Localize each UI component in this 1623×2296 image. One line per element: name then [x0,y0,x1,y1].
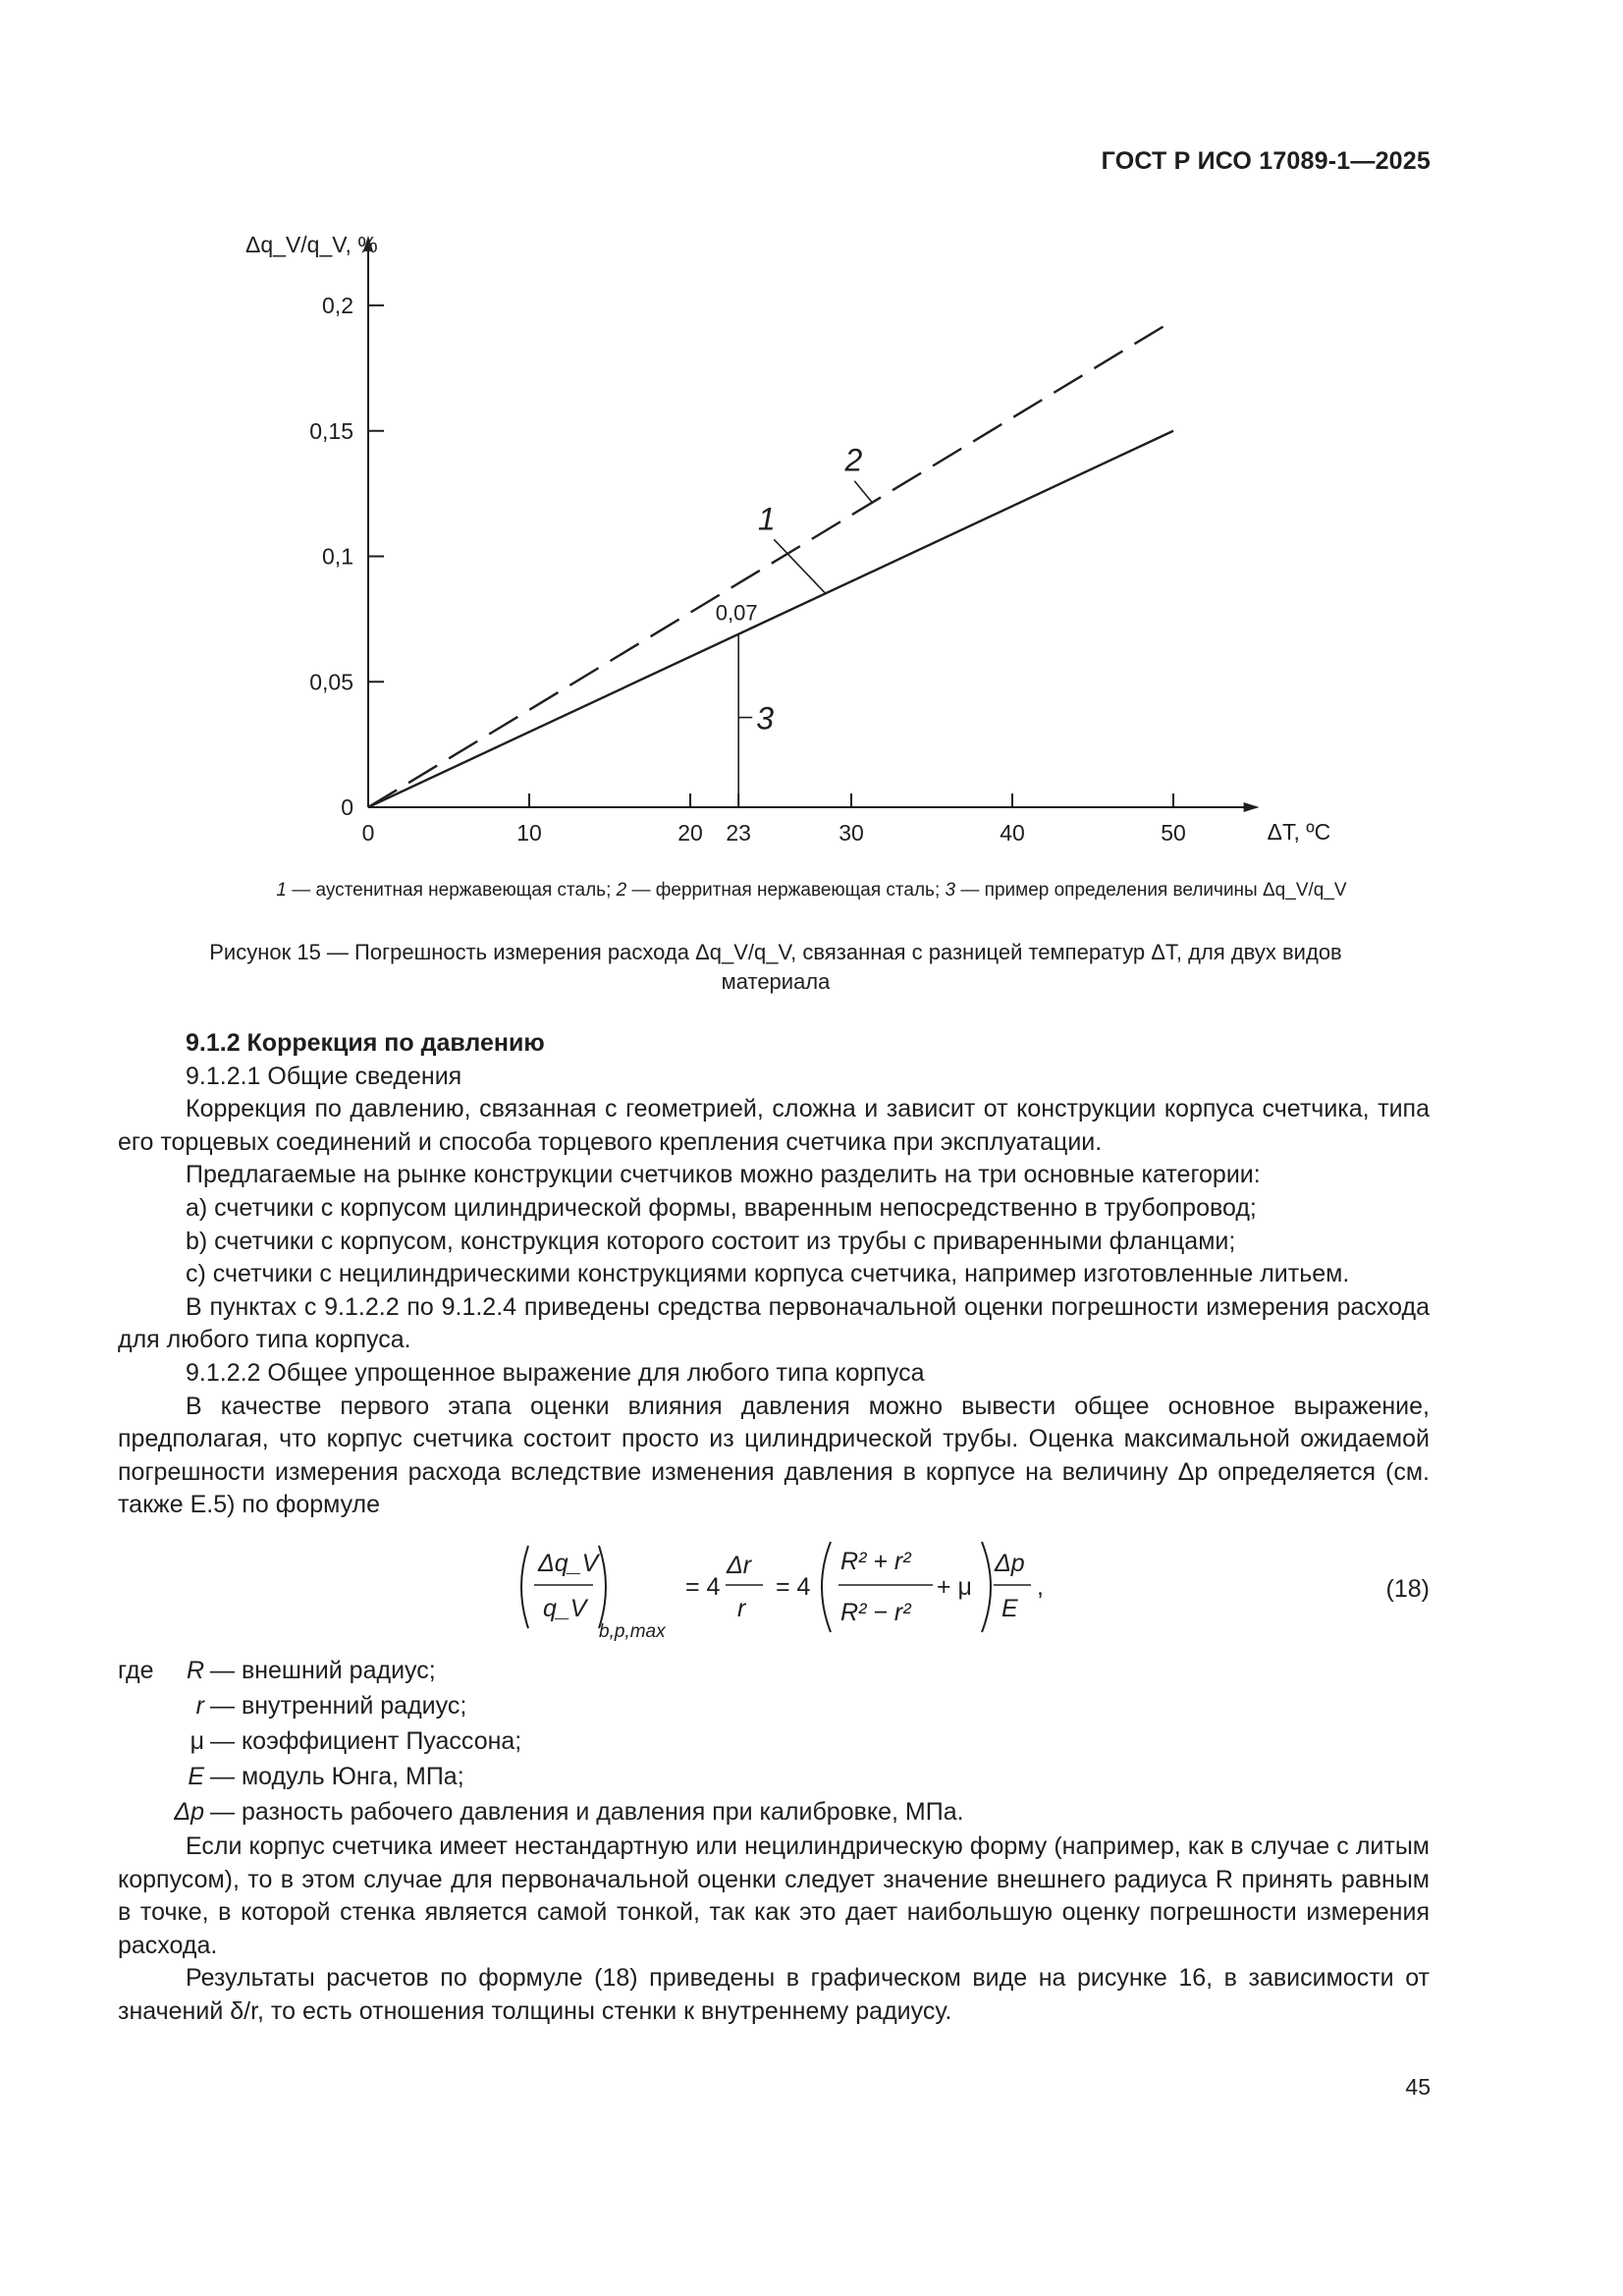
y-tick-label: 0,2 [322,293,353,318]
definition-text: — коэффициент Пуассона; [210,1727,522,1756]
formula-lhs-sub: b,p,max [599,1620,666,1642]
x-tick-label: 50 [1161,820,1186,846]
page-number: 45 [1405,2074,1431,2100]
y-axis-label: Δq_V/q_V, % [245,232,378,257]
subsection-1-title: 9.1.2.1 Общие сведения [186,1062,462,1090]
series-2-leader [854,481,872,503]
paragraph-4: В качестве первого этапа оценки влияния давления можно вывести общее основное выражение, предполагая, что корпус счетчика состоит просто из цилиндрической трубы. Оценка максимальной ожидаемой погрешности измерения расхода вследствие изменения давления в корпусе на величину Δp определяется (см. также Е.5) по формуле [118,1392,1430,1519]
caption-line-1: Рисунок 15 — Погрешность измерения расхода Δq_V/q_V, связанная с разницей температур ΔT, для двух видов [209,940,1342,964]
definition-symbol: μ [189,1727,204,1756]
example-value-label: 0,07 [715,600,758,626]
formula-num-2: R² + r² [840,1547,911,1575]
caption-line-2: материала [721,969,831,994]
x-axis-label: ΔT, ºC [1267,819,1331,845]
legend-num-3: 3 [945,880,956,901]
x-tick-label: 23 [726,820,751,846]
definition-text: — разность рабочего давления и давления при калибровке, МПа. [210,1798,964,1827]
formula-lhs-den: q_V [543,1594,587,1622]
formula-r: r [737,1594,746,1622]
formula-dp: Δp [995,1549,1025,1577]
legend-text-1: — аустенитная нержавеющая сталь; [286,880,617,901]
formula-lhs-num: Δq_V [538,1549,599,1577]
legend-num-1: 1 [276,880,287,901]
formula-number: (18) [1385,1574,1430,1603]
y-tick-label: 0,15 [309,417,353,444]
x-tick-label: 20 [677,820,703,846]
legend-num-2: 2 [616,880,627,901]
error-vs-temperature-chart [0,0,1623,884]
example-label-3: 3 [756,700,774,737]
chart-axes [363,236,1260,812]
chart-labels [245,232,1330,846]
formula-comma: , [1037,1572,1044,1601]
series-2-label: 2 [844,442,863,478]
section-body [118,1027,1430,2028]
definition-symbol: Δp [174,1798,204,1827]
y-tick-label: 0,1 [322,543,353,570]
y-tick-label: 0 [341,794,353,820]
x-tick-label: 10 [516,820,542,846]
definition-symbol: r [195,1692,204,1721]
formula-E: E [1001,1594,1018,1622]
formula-graphic [118,1536,1100,1644]
legend-text-2: — ферритная нержавеющая сталь; [626,880,946,901]
formula-dr: Δr [727,1551,752,1579]
definition-symbol: E [188,1763,204,1791]
x-axis-arrow [1244,802,1260,812]
definition-text: — внешний радиус; [210,1657,436,1685]
definition-row [118,1760,1430,1795]
paragraph-2: Предлагаемые на рынке конструкции счетчиков можно разделить на три основные категории: [186,1161,1261,1189]
legend-text-3: — пример определения величины Δq_V/q_V [955,880,1347,901]
series-line-1 [368,431,1173,807]
list-item-a: a) счетчики с корпусом цилиндрической формы, вваренным непосредственно в трубопровод; [186,1193,1257,1222]
where-label: где [118,1657,154,1685]
definition-row [118,1724,1430,1760]
list-item-c: c) счетчики с нецилиндрическими конструкциями корпуса счетчика, например изготовленные литьем. [186,1260,1350,1288]
variable-definitions [118,1654,1430,1831]
x-tick-label: 40 [1000,820,1025,846]
paragraph-6: Результаты расчетов по формуле (18) приведены в графическом виде на рисунке 16, в зависимости от значений δ/r, то есть отношения толщины стенки к внутреннему радиусу. [118,1964,1430,2025]
series-1-label: 1 [757,501,776,537]
figure-caption [142,938,1409,997]
definition-row [118,1795,1430,1831]
definition-row [118,1654,1430,1689]
document-id: ГОСТ Р ИСО 17089-1—2025 [1101,147,1431,175]
paragraph-5: Если корпус счетчика имеет нестандартную или нецилиндрическую форму (например, как в случае с литым корпусом), то в этом случае для первоначальной оценки следует значение внешнего радиуса R принять равным в точке, в которой стенка является самой тонкой, так как это дает наибольшую оценку погрешности измерения расхода. [118,1831,1430,1959]
list-item-b: b) счетчики с корпусом, конструкция которого состоит из трубы с приваренными фланцами; [186,1227,1236,1255]
formula-eq-2: = 4 [776,1572,811,1601]
paragraph-3: В пунктах с 9.1.2.2 по 9.1.2.4 приведены средства первоначальной оценки погрешности измерения расхода для любого типа корпуса. [118,1292,1430,1354]
definition-text: — модуль Юнга, МПа; [210,1763,464,1791]
y-tick-label: 0,05 [309,669,353,695]
formula-eq-1: = 4 [685,1572,721,1601]
formula-den-2: R² − r² [840,1598,911,1626]
definition-row [118,1689,1430,1724]
definition-symbol: R [186,1657,204,1685]
definition-text: — внутренний радиус; [210,1692,467,1721]
section-heading: 9.1.2 Коррекция по давлению [186,1029,545,1057]
paragraph-1: Коррекция по давлению, связанная с геометрией, сложна и зависит от конструкции корпуса счетчика, типа его торцевых соединений и способа торцевого крепления счетчика при эксплуатации. [118,1095,1430,1156]
formula-18 [118,1536,1430,1644]
x-tick-label: 30 [839,820,864,846]
x-tick-label: 0 [361,820,375,846]
formula-plus-mu: + μ [937,1572,972,1601]
figure-legend [0,880,1623,902]
subsection-2-title: 9.1.2.2 Общее упрощенное выражение для любого типа корпуса [186,1358,925,1387]
